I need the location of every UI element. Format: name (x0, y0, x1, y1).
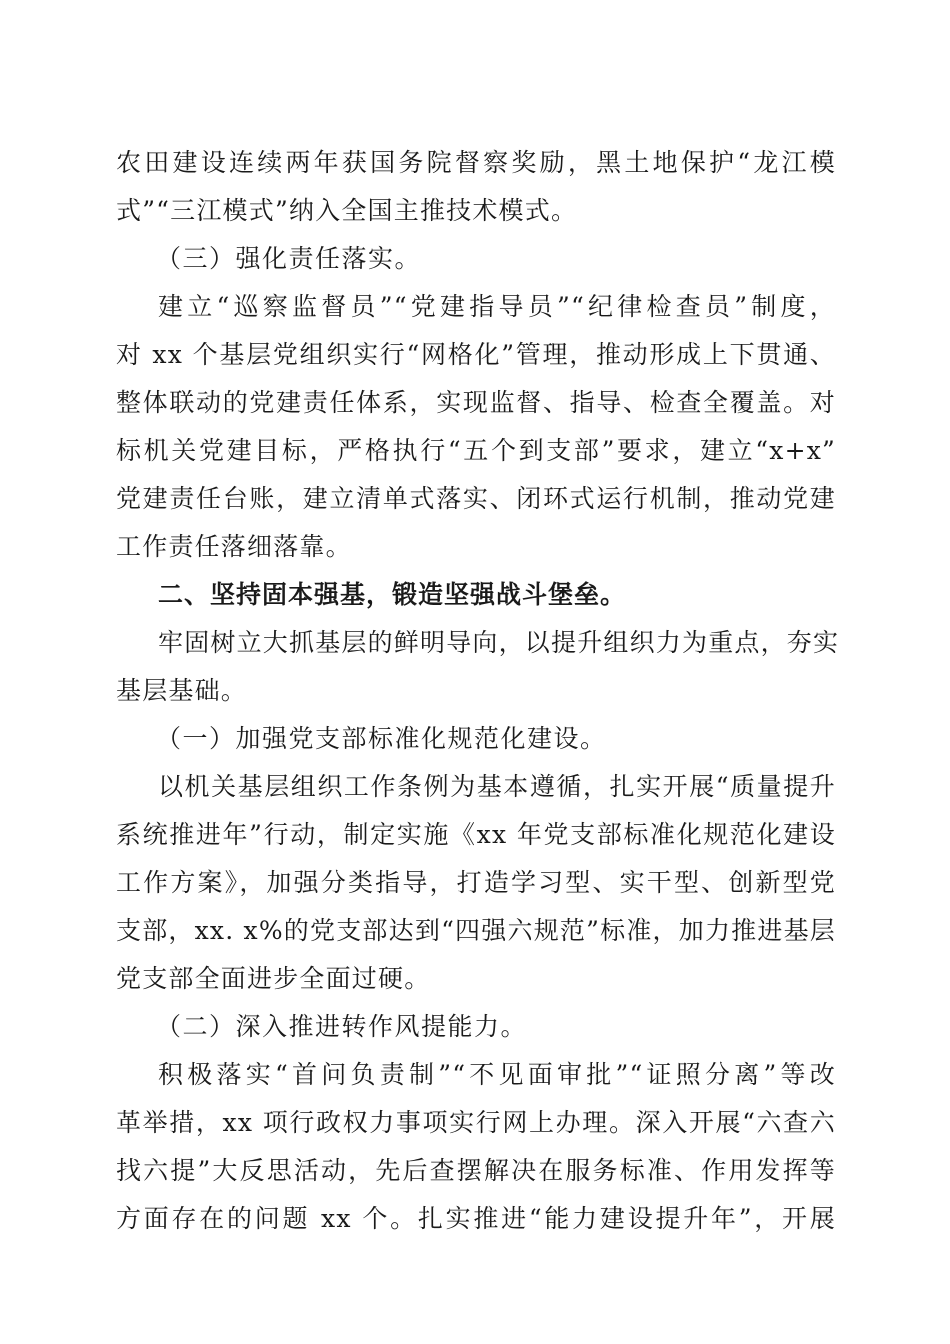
paragraph-line: 支部，xx. x%的党支部达到“四强六规范”标准，加力推进基层 (116, 916, 836, 945)
paragraph-line: 党支部全面进步全面过硬。 (116, 964, 431, 993)
paragraph-line: 方面存在的问题 xx 个。扎实推进“能力建设提升年”，开展 (116, 1204, 836, 1233)
paragraph-line: 系统推进年”行动，制定实施《xx 年党支部标准化规范化建设 (116, 820, 836, 849)
section-heading: 二、坚持固本强基，锻造坚强战斗堡垒。 (158, 580, 627, 609)
paragraph-line: 对 xx 个基层党组织实行“网格化”管理，推动形成上下贯通、 (116, 340, 836, 369)
paragraph-line: 式”“三江模式”纳入全国主推技术模式。 (116, 196, 578, 225)
paragraph-line: 革举措，xx 项行政权力事项实行网上办理。深入开展“六查六 (116, 1108, 836, 1137)
paragraph-line: 基层基础。 (116, 676, 248, 705)
section-subheading: （三）强化责任落实。 (156, 244, 422, 273)
paragraph-line: 建立“巡察监督员”“党建指导员”“纪律检查员”制度， (158, 292, 836, 321)
paragraph-line: 积极落实“首问负责制”“不见面审批”“证照分离”等改 (158, 1060, 836, 1089)
paragraph-line: 找六提”大反思活动，先后查摆解决在服务标准、作用发挥等 (116, 1156, 836, 1185)
paragraph-line: 整体联动的党建责任体系，实现监督、指导、检查全覆盖。对 (116, 388, 836, 417)
paragraph-line: 标机关党建目标，严格执行“五个到支部”要求，建立“x+x” (116, 436, 836, 465)
paragraph-line: 工作责任落细落靠。 (116, 532, 352, 561)
paragraph-line: 以机关基层组织工作条例为基本遵循，扎实开展“质量提升 (158, 772, 836, 801)
section-subheading: （一）加强党支部标准化规范化建设。 (156, 724, 607, 753)
paragraph-line: 党建责任台账，建立清单式落实、闭环式运行机制，推动党建 (116, 484, 836, 513)
paragraph-line: 工作方案》，加强分类指导，打造学习型、实干型、创新型党 (116, 868, 836, 897)
section-subheading: （二）深入推进转作风提能力。 (156, 1012, 528, 1041)
paragraph-line: 农田建设连续两年获国务院督察奖励，黑土地保护“龙江模 (116, 148, 836, 177)
paragraph-line: 牢固树立大抓基层的鲜明导向，以提升组织力为重点，夯实 (158, 628, 840, 657)
